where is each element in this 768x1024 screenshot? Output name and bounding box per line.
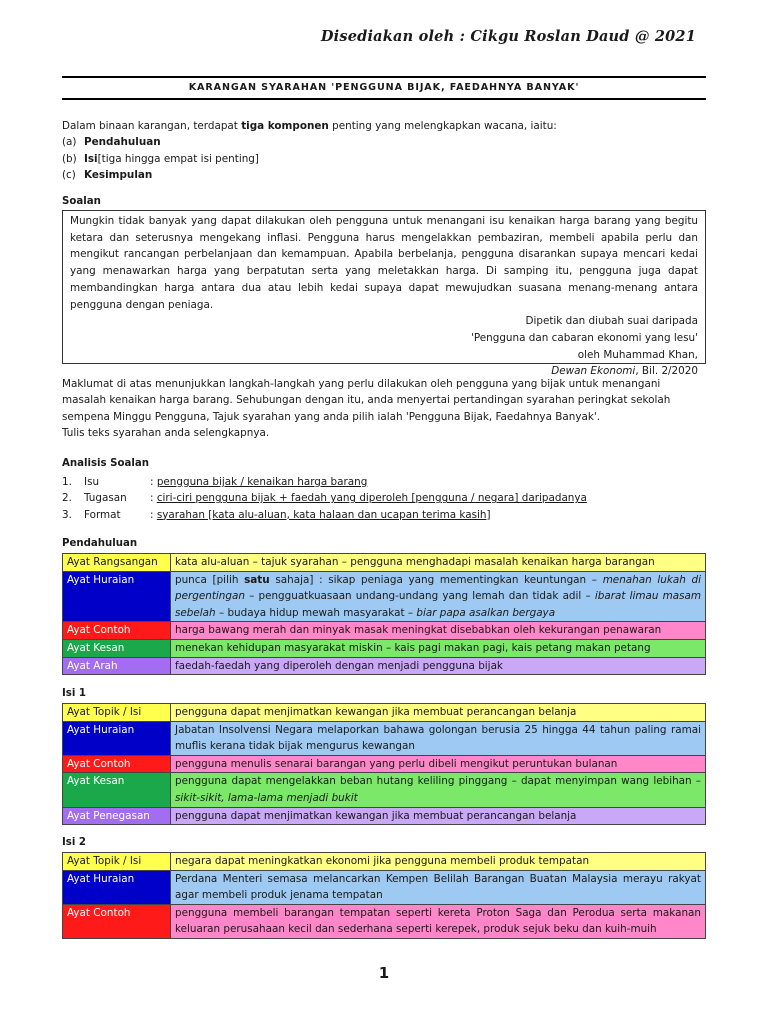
content-text: – budaya hidup mewah masyarakat –	[215, 606, 417, 619]
content-text: sahaja] : sikap peniaga yang mementingkan keuntungan –	[269, 573, 603, 586]
task-paragraph: Maklumat di atas menunjukkan langkah-langkah yang perlu dilakukan oleh pengguna yang bijak untuk menangani masalah kenaikan harga barang. Sehubungan dengan itu, anda menyertai pertandingan syarahan peringkat sekolah sempena Minggu Pengguna, Tajuk syarahan yang anda pilih ialah 'Pengguna Bijak, Faedahnya Banyak'.	[62, 378, 671, 423]
table-row	[63, 853, 706, 871]
row-content: negara dapat meningkatkan ekonomi jika pengguna membeli produk tempatan	[171, 853, 706, 871]
item-name: Kesimpulan	[84, 169, 153, 182]
row-label: Ayat Topik / Isi	[63, 704, 171, 722]
row-label: Isu	[84, 476, 100, 488]
row-content: pengguna menulis senarai barangan yang perlu dibeli mengikut peruntukan bulanan	[171, 755, 706, 773]
row-colon: :	[150, 476, 157, 488]
row-colon: :	[150, 492, 157, 505]
row-label: Ayat Penegasan	[63, 807, 171, 825]
row-content: menekan kehidupan masyarakat miskin – kais pagi makan pagi, kais petang makan petang	[171, 639, 706, 657]
table-row	[63, 639, 706, 657]
item-name: Isi	[84, 152, 98, 165]
row-label: Ayat Rangsangan	[63, 554, 171, 572]
item-name: Pendahuluan	[84, 136, 161, 149]
analisis-row	[62, 507, 702, 523]
row-number: 3.	[62, 508, 72, 521]
soalan-heading: Soalan	[62, 196, 101, 207]
item-tag: (a)	[62, 136, 77, 149]
analisis-row	[62, 474, 702, 490]
row-colon: :	[150, 508, 157, 521]
table-row	[63, 773, 706, 807]
author-credit: Disediakan oleh : Cikgu Roslan Daud @ 2021	[320, 28, 696, 45]
row-content: pengguna dapat menjimatkan kewangan jika membuat perancangan belanja	[171, 704, 706, 722]
table-row	[63, 622, 706, 640]
proverb-text: menahan lukah di pergentingan	[175, 573, 701, 603]
row-label: Tugasan	[84, 492, 127, 505]
row-value: syarahan [kata alu-aluan, kata halaan dan ucapan terima kasih]	[156, 508, 491, 521]
row-number: 1.	[62, 476, 72, 488]
row-number: 2.	[62, 492, 72, 505]
intro-sentence	[62, 118, 702, 134]
document-title: KARANGAN SYARAHAN 'PENGGUNA BIJAK, FAEDAHNYA BANYAK'	[62, 76, 706, 100]
content-text: pengguna dapat mengelakkan beban hutang keliling pinggang – dapat menyimpan wang lebihan –	[175, 775, 701, 788]
table-row	[63, 904, 706, 938]
pendahuluan-table	[62, 553, 706, 675]
row-content: pengguna membeli barangan tempatan seperti kereta Proton Saga dan Perodua serta makanan keluaran perusahaan kecil dan sederhana seperti kerepek, produk sejuk beku dan kuih-muih	[171, 904, 706, 938]
intro-emphasis: tiga komponen	[241, 120, 329, 132]
task-section	[62, 376, 702, 441]
row-value: ciri-ciri pengguna bijak + faedah yang diperoleh [pengguna / negara] daripadanya	[156, 492, 587, 505]
row-label: Ayat Huraian	[63, 870, 171, 904]
row-content: kata alu-aluan – tajuk syarahan – pengguna menghadapi masalah kenaikan harga barangan	[171, 554, 706, 572]
analisis-heading: Analisis Soalan	[62, 458, 149, 469]
table-row	[63, 807, 706, 825]
row-content: Jabatan Insolvensi Negara melaporkan bahawa golongan berusia 25 hingga 44 tahun paling ramai muflis kerana tidak bijak mengurus kewangan	[171, 721, 706, 755]
row-label: Ayat Huraian	[63, 721, 171, 755]
row-content	[171, 773, 706, 807]
table-row	[63, 755, 706, 773]
isi1-table	[62, 703, 706, 825]
row-content: harga bawang merah dan minyak masak meningkat disebabkan oleh kekurangan penawaran	[171, 622, 706, 640]
proverb-text: biar papa asalkan bergaya	[416, 606, 556, 619]
row-label: Ayat Kesan	[63, 639, 171, 657]
isi2-heading: Isi 2	[62, 837, 86, 848]
analisis-list	[62, 474, 702, 523]
item-tag: (b)	[62, 152, 77, 165]
row-label: Ayat Topik / Isi	[63, 853, 171, 871]
table-row	[63, 657, 706, 675]
source-line: Dipetik dan diubah suai daripada	[525, 315, 698, 328]
soalan-paragraph: Mungkin tidak banyak yang dapat dilakukan oleh pengguna untuk menangani isu kenaikan harga barang yang begitu ketara dan seterusnya mengekang inflasi. Pengguna harus mengelakkan pembaziran, membeli apabila perlu dan mengikut rancangan perbelanjaan dan kemampuan. Apabila berbelanja, pengguna disarankan supaya mencari kedai yang menawarkan harga yang berpatutan serta yang meletakkan harga. Di samping itu, pengguna juga dapat membandingkan harga antara dua atau lebih kedai supaya dapat mewujudkan suasana menang-menang antara pengguna dengan peniaga.	[70, 215, 698, 311]
item-note: [tiga hingga empat isi penting]	[97, 152, 259, 165]
isi2-table	[62, 852, 706, 939]
soalan-box	[62, 210, 706, 378]
component-item	[62, 167, 702, 183]
analisis-row	[62, 490, 702, 506]
component-item	[62, 151, 702, 167]
table-row	[63, 704, 706, 722]
intro-text-end: penting yang melengkapkan wacana, iaitu:	[328, 120, 557, 132]
component-item	[62, 134, 702, 150]
row-label: Ayat Contoh	[63, 755, 171, 773]
page-number: 1	[378, 964, 390, 982]
table-row	[63, 721, 706, 755]
row-value: pengguna bijak / kenaikan harga barang	[156, 476, 368, 488]
proverb-text: sikit-sikit, lama-lama menjadi bukit	[175, 791, 358, 804]
row-label: Format	[84, 508, 121, 521]
row-label: Ayat Contoh	[63, 904, 171, 938]
content-text: punca [pilih	[175, 573, 245, 586]
row-label: Ayat Huraian	[63, 571, 171, 622]
row-content: Perdana Menteri semasa melancarkan Kempen Belilah Barangan Buatan Malaysia merayu rakyat agar membeli produk jenama tempatan	[171, 870, 706, 904]
pendahuluan-heading: Pendahuluan	[62, 538, 138, 549]
isi1-heading: Isi 1	[62, 688, 86, 699]
source-line: oleh Muhammad Khan,	[577, 348, 698, 361]
row-content	[171, 571, 706, 622]
content-text: – pengguatkuasaan undang-undang yang lemah dan tidak adil –	[244, 590, 595, 603]
row-label: Ayat Kesan	[63, 773, 171, 807]
row-label: Ayat Arah	[63, 657, 171, 675]
row-content: pengguna dapat menjimatkan kewangan jika membuat perancangan belanja	[171, 807, 706, 825]
row-label: Ayat Contoh	[63, 622, 171, 640]
task-instruction: Tulis teks syarahan anda selengkapnya.	[62, 426, 270, 439]
table-row	[63, 554, 706, 572]
row-content: faedah-faedah yang diperoleh dengan menjadi pengguna bijak	[171, 657, 706, 675]
publication-name: Dewan Ekonomi	[551, 365, 636, 378]
intro-section	[62, 118, 702, 184]
proverb-text: ibarat limau masam sebelah	[175, 590, 701, 619]
intro-text: Dalam binaan karangan, terdapat	[62, 120, 242, 132]
content-emphasis: satu	[244, 573, 270, 586]
publication-issue: , Bil. 2/2020	[635, 365, 698, 378]
source-line: 'Pengguna dan cabaran ekonomi yang lesu'	[471, 331, 698, 344]
table-row	[63, 870, 706, 904]
table-row	[63, 571, 706, 622]
item-tag: (c)	[62, 169, 76, 182]
